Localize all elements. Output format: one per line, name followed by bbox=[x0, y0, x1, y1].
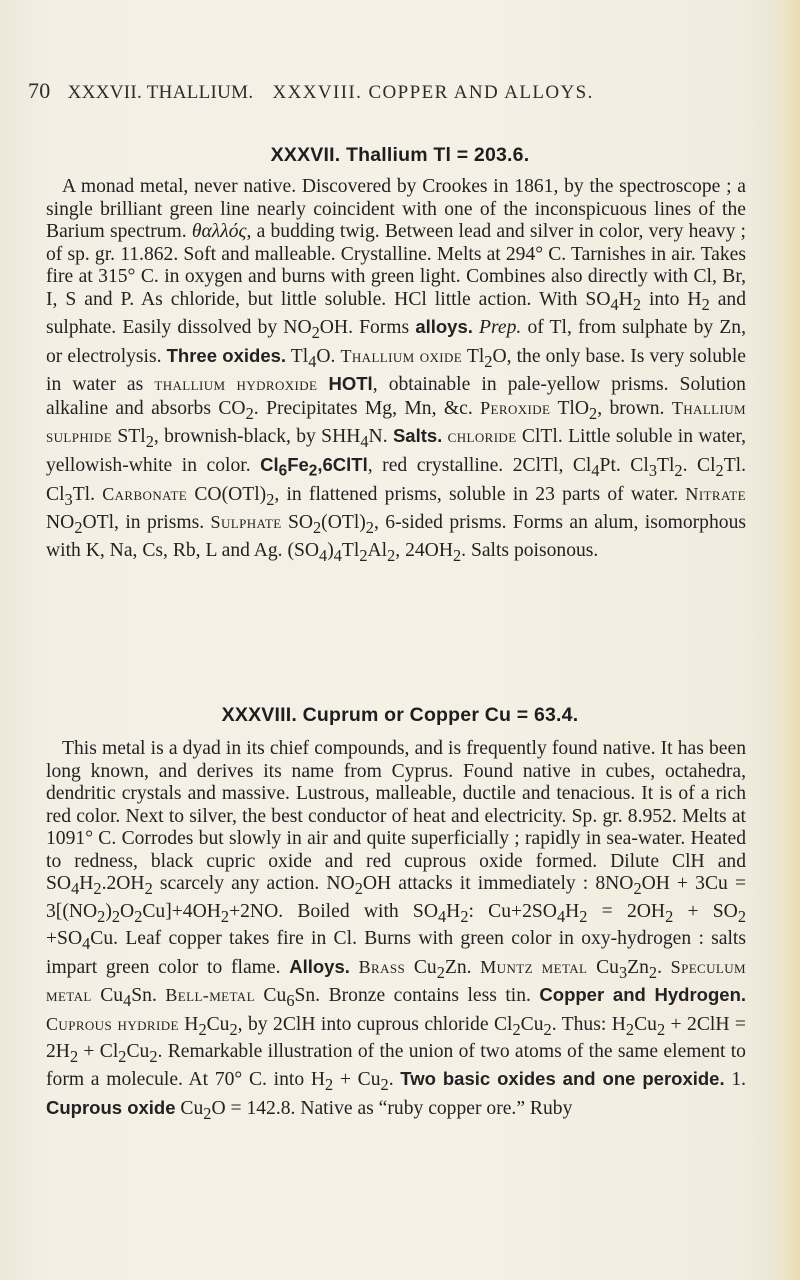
section-heading-copper: XXXVIII. Cuprum or Copper Cu = 63.4. bbox=[221, 704, 579, 726]
running-head-next-section: XXXVIII. COPPER AND ALLOYS. bbox=[272, 82, 594, 103]
section-heading-thallium: XXXVII. Thallium Tl = 203.6. bbox=[270, 144, 530, 166]
section-body-thallium: A monad metal, never native. Discovered by Crookes in 1861, by the spectroscope ; a single brilliant green line nearly coincident with one of the inconspicuous lines of the Barium spectrum. θαλλός, a budding twig. Between lead and silver in color, very heavy ; of sp. gr. 11.862. Soft and malleable. Crystalline. Melts at 294° C. Tarnishes in air. Takes fire at 315° C. in oxygen and burns with green light. Combines also directly with Cl, Br, I, S and P. As chloride, but little soluble. HCl little action. With $SO_4H_2$ into $H_2$ and sulphate. Easily dissolved by $NO_2OH$. Forms alloys. Prep. of Tl, from sulphate by Zn, or electrolysis. Three oxides. $Tl_4O$. Thallium oxide $Tl_2O$, the only base. Is very soluble in water as thallium hydroxide HOTl, obtainable in pale-yellow prisms. Solution alkaline and absorbs $CO_2$. Precipitates Mg, Mn, &c. Peroxide TlO$_2$, brown. Thallium sulphide STl$_2$, brownish-black, by $SHH_4N$. Salts. chloride ClTl. Little soluble in water, yellowish-white in color. $Cl_6Fe_2,6ClTl$, red crystalline. 2ClTl, $Cl_4Pt$. $Cl_3Tl_2$. $Cl_2Tl$. $Cl_3Tl$. Carbonate $CO(OTl)_2$, in flattened prisms, soluble in 23 parts of water. Nitrate $NO_2OTl$, in prisms. Sulphate $SO_2(OTl)_2$, 6-sided prisms. Forms an alum, isomorphous with K, Na, Cs, Rb, L and Ag. $(SO_4)_4Tl_2Al_2$, $24OH_2$. Salts poisonous. bbox=[46, 176, 747, 565]
running-head-section: XXXVII. THALLIUM. bbox=[67, 82, 254, 103]
running-head bbox=[28, 78, 768, 104]
page-edge-shadow bbox=[774, 0, 800, 1280]
section-body-copper: This metal is a dyad in its chief compounds, and is frequently found native. It has been long known, and derives its name from Cyprus. Found native in cubes, octahedra, dendritic crystals and massive. Lustrous, malleable, ductile and tenacious. It is of a rich red color. Next to silver, the best conductor of heat and electricity. Sp. gr. 8.952. Melts at 1091° C. Corrodes but slowly in air and quite superficially ; rapidly in sea-water. Heated to redness, black cupric oxide and red cuprous oxide formed. Dilute ClH and $SO_4H_2.2OH_2$ scarcely any action. $NO_2OH$ attacks it immediately : $8NO_2OH + 3Cu = 3[(NO_2)_2O_2Cu]+4OH_2+2NO$. Boiled with $SO_4H_2$: $Cu+2SO_4H_2 = 2OH_2 + SO_2 +SO_4Cu$. Leaf copper takes fire in Cl. Burns with green color in oxy-hydrogen : salts impart green color to flame. Alloys. Brass $Cu_2Zn$. Muntz metal $Cu_3Zn_2$. Speculum metal $Cu_4Sn$. Bell-metal $Cu_6Sn$. Bronze contains less tin. Copper and Hydrogen. Cuprous hydride $H_2Cu_2$, by 2ClH into cuprous chloride $Cl_2Cu_2$. Thus: $H_2Cu_2 + 2ClH = 2H_2 + Cl_2Cu_2$. Remarkable illustration of the union of two atoms of the same element to form a molecule. At 70° C. into $H_2 + Cu_2$. Two basic oxides and one peroxide. 1. Cuprous oxide $Cu_2O = 142.8$. Native as “ruby copper ore.” Ruby bbox=[46, 738, 747, 1123]
page-number: 70 bbox=[28, 78, 51, 103]
